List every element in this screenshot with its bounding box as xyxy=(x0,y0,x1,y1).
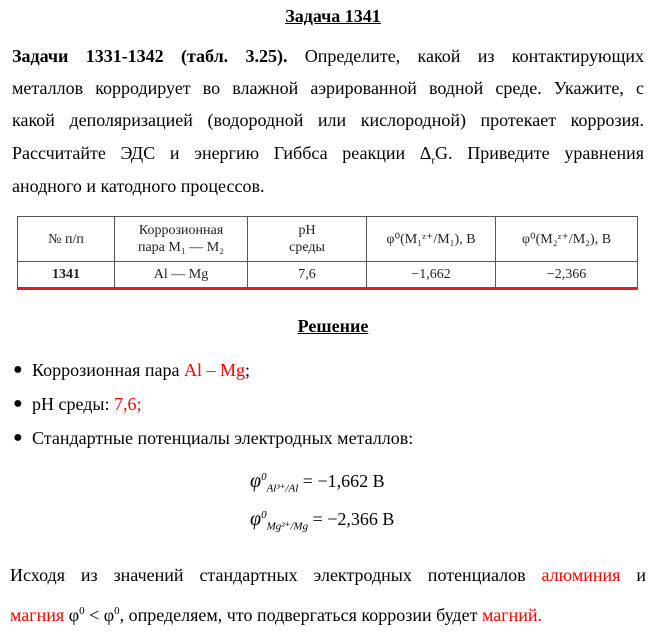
bullet-dot-icon: ● xyxy=(13,361,23,378)
table-row xyxy=(18,262,638,289)
bullet-2-label: pH среды: xyxy=(32,394,114,414)
conclusion-line-1 xyxy=(10,559,646,592)
conclusion-text-1b: и xyxy=(620,565,646,585)
data-table xyxy=(17,216,638,290)
conclusion-phi-b: < φ xyxy=(84,605,115,625)
formula-aluminium: $\varphi^0_{Al^{3+}/Al} = -1,662$ В xyxy=(250,470,385,495)
formula-1-sub: Al³⁺/Al xyxy=(266,482,299,495)
bullet-dot-icon: ● xyxy=(13,429,23,446)
header-pair xyxy=(115,217,248,262)
intro-line-5: анодного и катодного процессов. xyxy=(12,176,265,196)
list-item xyxy=(10,389,650,423)
header-ph-line1: pH xyxy=(298,223,316,238)
bullet-list xyxy=(10,355,650,457)
bullet-dot-icon: ● xyxy=(13,395,23,412)
conclusion-aluminium: алюминия xyxy=(541,565,621,585)
header-number: № п/п xyxy=(18,217,115,262)
header-phi2: φ⁰(M₂ᶻ⁺/M₂), В xyxy=(496,217,638,262)
header-pair-line2: пара M₁ — M₂ xyxy=(137,240,225,255)
conclusion-text-2: , определяем, что подвергаться коррозии будет xyxy=(119,605,482,625)
bullet-1-value: Al – Mg xyxy=(184,360,246,380)
intro-text-4b: G. Приведите уравнения xyxy=(435,143,644,163)
intro-text-4a: Рассчитайте ЭДС и энергию Гиббса реакции Δ xyxy=(12,143,432,163)
table-header-row xyxy=(18,217,638,262)
conclusion-text-1a: Исходя из значений стандартных электродных потенциалов xyxy=(10,565,542,585)
formula-2-rhs: = −2,366 В xyxy=(312,509,395,529)
formula-magnesium: $\varphi^0_{Mg^{2+}/Mg} = -2,366$ В xyxy=(250,508,395,533)
header-ph-line2: среды xyxy=(289,240,325,255)
cell-pair: Al — Mg xyxy=(115,262,248,289)
intro-line-2: металлов корродирует во влажной аэрированной водной среде. Укажите, с xyxy=(12,78,644,98)
bullet-2-value: 7,6; xyxy=(114,394,142,414)
intro-delta-sub: r xyxy=(431,154,436,167)
bullet-1-label: Коррозионная пара xyxy=(32,360,184,380)
cell-ph: 7,6 xyxy=(248,262,367,289)
list-item xyxy=(10,355,650,389)
bullet-1-end: ; xyxy=(245,360,251,380)
formula-2-sub: Mg²⁺/Mg xyxy=(266,520,309,533)
cell-phi2: −2,366 xyxy=(496,262,638,289)
header-phi1: φ⁰(M₁ᶻ⁺/M₁), В xyxy=(367,217,496,262)
conclusion-phi-a: φ xyxy=(64,605,80,625)
intro-text-1: Определите, какой из контактирующих xyxy=(287,46,644,66)
intro-line-1 xyxy=(12,40,644,73)
conclusion-result: магний. xyxy=(481,605,542,625)
formula-1-rhs: = −1,662 В xyxy=(302,471,385,491)
intro-bold-label: Задачи 1331-1342 (табл. 3.25). xyxy=(12,46,288,66)
conclusion-line-2: магния $\varphi^0 < \varphi^0$, определяем, что подвергаться коррозии будет магний. xyxy=(10,605,542,625)
bullet-3-text: Стандартные потенциалы электродных металлов: xyxy=(32,428,414,448)
header-pair-line1: Коррозионная xyxy=(138,223,224,238)
cell-number: 1341 xyxy=(18,262,115,289)
conclusion-magnesium: магния xyxy=(10,605,65,625)
solution-title: Решение xyxy=(297,316,369,336)
list-item xyxy=(10,423,650,457)
intro-line-3: какой деполяризацией (водородной или кислородной) протекает коррозия. xyxy=(12,110,644,130)
header-ph xyxy=(248,217,367,262)
task-title: Задача 1341 xyxy=(285,6,381,26)
cell-phi1: −1,662 xyxy=(367,262,496,289)
